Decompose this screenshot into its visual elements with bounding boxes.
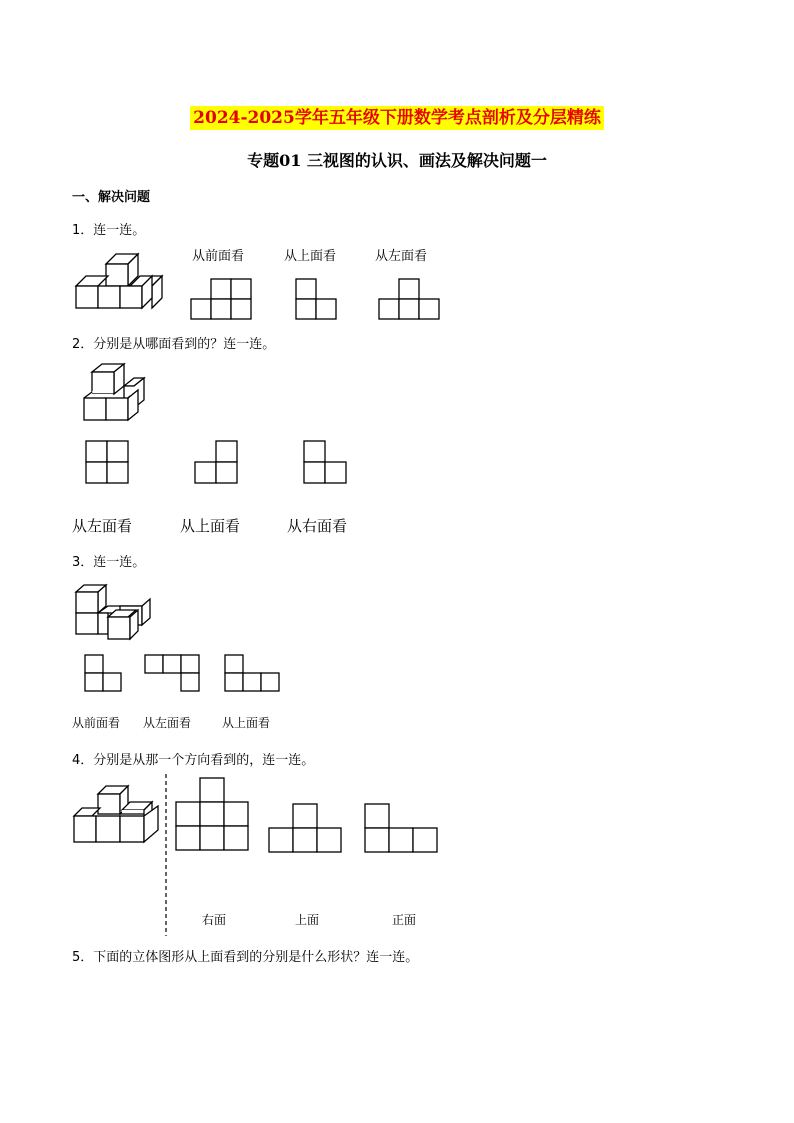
q3-label-2: 从左面看	[143, 716, 192, 730]
q4-cube-figure	[70, 784, 162, 848]
question-5-text: 5．下面的立体图形从上面看到的分别是什么形状？连一连。	[72, 950, 419, 965]
q4-view-3	[365, 804, 439, 854]
q3-label-3: 从上面看	[222, 716, 271, 730]
q3-cube-figure	[72, 582, 154, 642]
q2-view-1	[86, 441, 130, 485]
section-heading: 一、解决问题	[72, 190, 151, 205]
q2-cube-figure	[80, 362, 150, 422]
document-title	[0, 103, 794, 128]
question-4-text: 4．分别是从那一个方向看到的，连一连。	[72, 753, 315, 768]
q4-label-3: 正面	[392, 913, 417, 927]
q2-view-2	[195, 441, 239, 485]
document-title-text: 2024-2025学年五年级下册数学考点剖析及分层精练	[190, 106, 604, 130]
q3-view-2	[145, 655, 203, 695]
q1-cube-figure	[70, 244, 170, 314]
q2-label-3: 从右面看	[287, 517, 348, 535]
question-1-text: 1．连一连。	[72, 223, 146, 238]
q1-view-2	[296, 279, 336, 321]
q4-view-2	[269, 804, 343, 854]
q1-label-2: 从上面看	[284, 249, 337, 264]
q1-view-3	[379, 279, 439, 321]
q2-label-2: 从上面看	[180, 517, 241, 535]
question-2-text: 2．分别是从哪面看到的？连一连。	[72, 337, 276, 352]
q4-view-1	[176, 778, 250, 854]
q1-label-3: 从左面看	[375, 249, 428, 264]
q1-label-1: 从前面看	[192, 249, 245, 264]
q3-view-1	[85, 655, 125, 695]
q3-label-1: 从前面看	[72, 716, 121, 730]
q4-label-1: 右面	[202, 913, 227, 927]
document-subtitle: 专题01 三视图的认识、画法及解决问题一	[247, 151, 547, 170]
q4-divider-line	[164, 774, 168, 936]
q2-label-1: 从左面看	[72, 517, 133, 535]
q1-view-1	[191, 279, 251, 321]
q4-label-2: 上面	[295, 913, 320, 927]
q2-view-3	[304, 441, 348, 485]
q3-view-3	[225, 655, 283, 695]
question-3-text: 3．连一连。	[72, 555, 146, 570]
